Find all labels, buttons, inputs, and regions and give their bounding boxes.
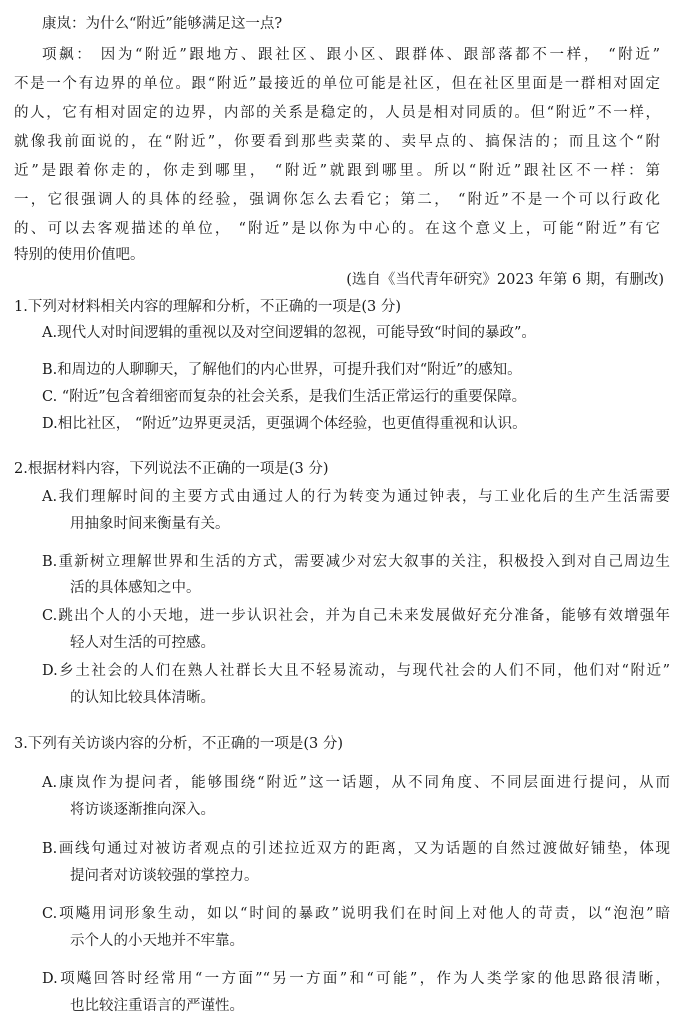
option-3d-cont: 也比较注重语言的严谨性。 xyxy=(70,998,244,1014)
option-3a-cont: 将访谈逐渐推向深入。 xyxy=(70,802,215,818)
passage-line: 就像我前面说的，在“附近”，你要看到那些卖菜的、卖早点的、搞保洁的；而且这个“附 xyxy=(14,134,660,150)
passage-line: 不是一个有边界的单位。跟“附近”最接近的单位可能是社区，但在社区里面是一群相对固定 xyxy=(14,76,660,92)
passage-line: 的人，它有相对固定的边界，内部的关系是稳定的，人员是相对同质的。但“附近”不一样， xyxy=(14,105,660,121)
option-2c: C.跳出个人的小天地，进一步认识社会，并为自己未来发展做好充分准备，能够有效增强年 xyxy=(42,608,670,624)
passage-line: 特别的使用价值吧。 xyxy=(14,247,145,263)
passage-line: 一，它很强调人的具体的经验，强调你怎么去看它；第二， “附近”不是一个可以行政化 xyxy=(14,192,660,208)
option-3c-cont: 示个人的小天地并不牢靠。 xyxy=(70,933,244,949)
option-2b-cont: 活的具体感知之中。 xyxy=(70,580,201,596)
interviewer-question: 康岚：为什么“附近”能够满足这一点? xyxy=(42,16,283,32)
question-stem-2: 2.根据材料内容，下列说法不正确的一项是(3 分) xyxy=(14,461,329,477)
option-2c-cont: 轻人对生活的可控感。 xyxy=(70,635,215,651)
passage-line: 近”是跟着你走的，你走到哪里， “附近”就跟到哪里。所以“附近”跟社区不一样：第 xyxy=(14,163,660,179)
passage-line: 的、可以去客观描述的单位， “附近”是以你为中心的。在这个意义上，可能“附近”有它 xyxy=(14,221,660,237)
option-1a: A.现代人对时间逻辑的重视以及对空间逻辑的忽视，可能导致“时间的暴政”。 xyxy=(42,325,536,341)
option-3a: A.康岚作为提问者，能够围绕“附近”这一话题，从不同角度、不同层面进行提问，从而 xyxy=(42,775,670,791)
option-1c: C. “附近”包含着细密而复杂的社会关系，是我们生活正常运行的重要保障。 xyxy=(42,389,527,405)
option-2d-cont: 的认知比较具体清晰。 xyxy=(70,690,215,706)
question-stem-3: 3.下列有关访谈内容的分析，不正确的一项是(3 分) xyxy=(14,736,343,752)
option-3c: C.项飚用词形象生动，如以“时间的暴政”说明我们在时间上对他人的苛责，以“泡泡”暗 xyxy=(42,906,670,922)
option-1b: B.和周边的人聊聊天，了解他们的内心世界，可提升我们对“附近”的感知。 xyxy=(42,362,522,378)
question-stem-1: 1.下列对材料相关内容的理解和分析，不正确的一项是(3 分) xyxy=(14,299,401,315)
option-3b: B.画线句通过对被访者观点的引述拉近双方的距离，又为话题的自然过渡做好铺垫，体现 xyxy=(42,841,670,857)
option-3b-cont: 提问者对访谈较强的掌控力。 xyxy=(70,868,259,884)
option-2a: A.我们理解时间的主要方式由通过人的行为转变为通过钟表，与工业化后的生产生活需要 xyxy=(42,489,670,505)
source-citation: (选自《当代青年研究》2023 年第 6 期，有删改) xyxy=(346,272,664,288)
option-2a-cont: 用抽象时间来衡量有关。 xyxy=(70,516,230,532)
passage-line: 项飙： 因为“附近”跟地方、跟社区、跟小区、跟群体、跟部落都不一样， “附近” xyxy=(42,47,660,63)
option-3d: D.项飚回答时经常用“一方面”“另一方面”和“可能”，作为人类学家的他思路很清晰， xyxy=(42,971,670,987)
option-1d: D.相比社区， “附近”边界更灵活，更强调个体经验，也更值得重视和认识。 xyxy=(42,416,527,432)
option-2d: D.乡土社会的人们在熟人社群长大且不轻易流动，与现代社会的人们不同，他们对“附近” xyxy=(42,663,670,679)
option-2b: B.重新树立理解世界和生活的方式，需要减少对宏大叙事的关注，积极投入到对自己周边生 xyxy=(42,554,670,570)
